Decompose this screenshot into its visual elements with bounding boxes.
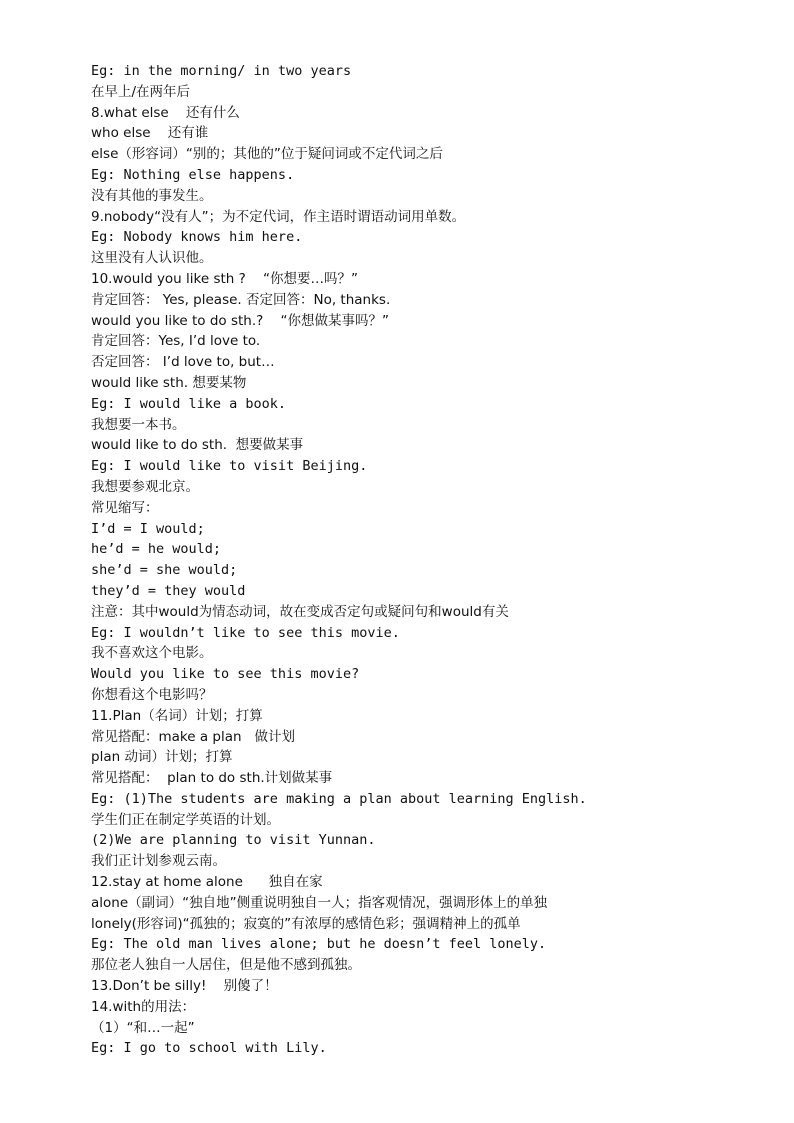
text-line: Eg: I would like a book.	[91, 395, 287, 412]
text-line: 我想要参观北京。	[91, 478, 199, 495]
text-line: Eg: The old man lives alone; but he doesn’t feel lonely.	[91, 936, 547, 953]
text-line: alone（副词）“独自地”侧重说明独自一人；指客观情况，强调形体上的单独	[91, 894, 548, 911]
text-line: 肯定回答：Yes, I’d love to.	[91, 333, 261, 350]
text-line: 常见缩写：	[91, 499, 159, 516]
text-line: 9.nobody“没有人”；为不定代词，作主语时谓语动词用单数。	[91, 208, 466, 225]
text-line: they’d = they would	[91, 582, 246, 599]
text-line: (2)We are planning to visit Yunnan.	[91, 832, 376, 849]
text-line: would like sth. 想要某物	[91, 374, 247, 391]
text-line: she’d = she would;	[91, 562, 238, 579]
text-line: 10.would you like sth ? “你想要…吗？”	[91, 270, 358, 287]
text-line: 常见搭配：make a plan 做计划	[91, 728, 295, 745]
text-line: I’d = I would;	[91, 520, 205, 537]
text-line: 我不喜欢这个电影。	[91, 645, 213, 662]
text-line: 注意：其中would为情态动词，故在变成否定句或疑问句和would有关	[91, 603, 509, 620]
text-line: who else 还有谁	[91, 125, 209, 142]
text-line: 肯定回答： Yes, please. 否定回答：No, thanks.	[91, 291, 391, 308]
text-line: 在早上/在两年后	[91, 83, 191, 100]
text-line: he’d = he would;	[91, 541, 222, 558]
text-line: Would you like to see this movie?	[91, 666, 360, 683]
text-line: lonely(形容词)“孤独的；寂寞的”有浓厚的感情色彩；强调精神上的孤单	[91, 915, 521, 932]
text-line: 我们正计划参观云南。	[91, 853, 226, 870]
text-line: else（形容词）“别的；其他的”位于疑问词或不定代词之后	[91, 146, 443, 163]
text-line: Eg: I would like to visit Beijing.	[91, 458, 368, 475]
text-line: 这里没有人认识他。	[91, 250, 213, 267]
text-line: 我想要一本书。	[91, 416, 186, 433]
text-line: 你想看这个电影吗？	[91, 686, 213, 703]
text-line: 学生们正在制定学英语的计划。	[91, 811, 280, 828]
text-line: Eg: in the morning/ in two years	[91, 63, 352, 79]
text-line: Eg: (1)The students are making a plan about learning English.	[91, 790, 587, 807]
text-line: 否定回答： I’d love to, but…	[91, 354, 275, 371]
text-line: plan 动词）计划；打算	[91, 749, 233, 766]
text-line: 11.Plan（名词）计划；打算	[91, 707, 263, 724]
text-line: 14.with的用法：	[91, 998, 196, 1015]
text-line: Eg: Nobody knows him here.	[91, 229, 303, 246]
text-line: 那位老人独自一人居住，但是他不感到孤独。	[91, 957, 361, 974]
text-line: 没有其他的事发生。	[91, 187, 213, 204]
text-line: would like to do sth. 想要做某事	[91, 437, 304, 454]
text-line: 8.what else 还有什么	[91, 104, 240, 121]
text-line: 常见搭配： plan to do sth.计划做某事	[91, 770, 333, 787]
text-line: Eg: I go to school with Lily.	[91, 1040, 327, 1057]
text-line: 13.Don’t be silly! 别傻了！	[91, 978, 278, 995]
text-line: （1）“和…一起”	[91, 1019, 195, 1036]
text-line: would you like to do sth.? “你想做某事吗？”	[91, 312, 389, 329]
text-line: Eg: Nothing else happens.	[91, 166, 295, 183]
text-line: 12.stay at home alone 独自在家	[91, 874, 323, 891]
text-line: Eg: I wouldn’t like to see this movie.	[91, 624, 400, 641]
